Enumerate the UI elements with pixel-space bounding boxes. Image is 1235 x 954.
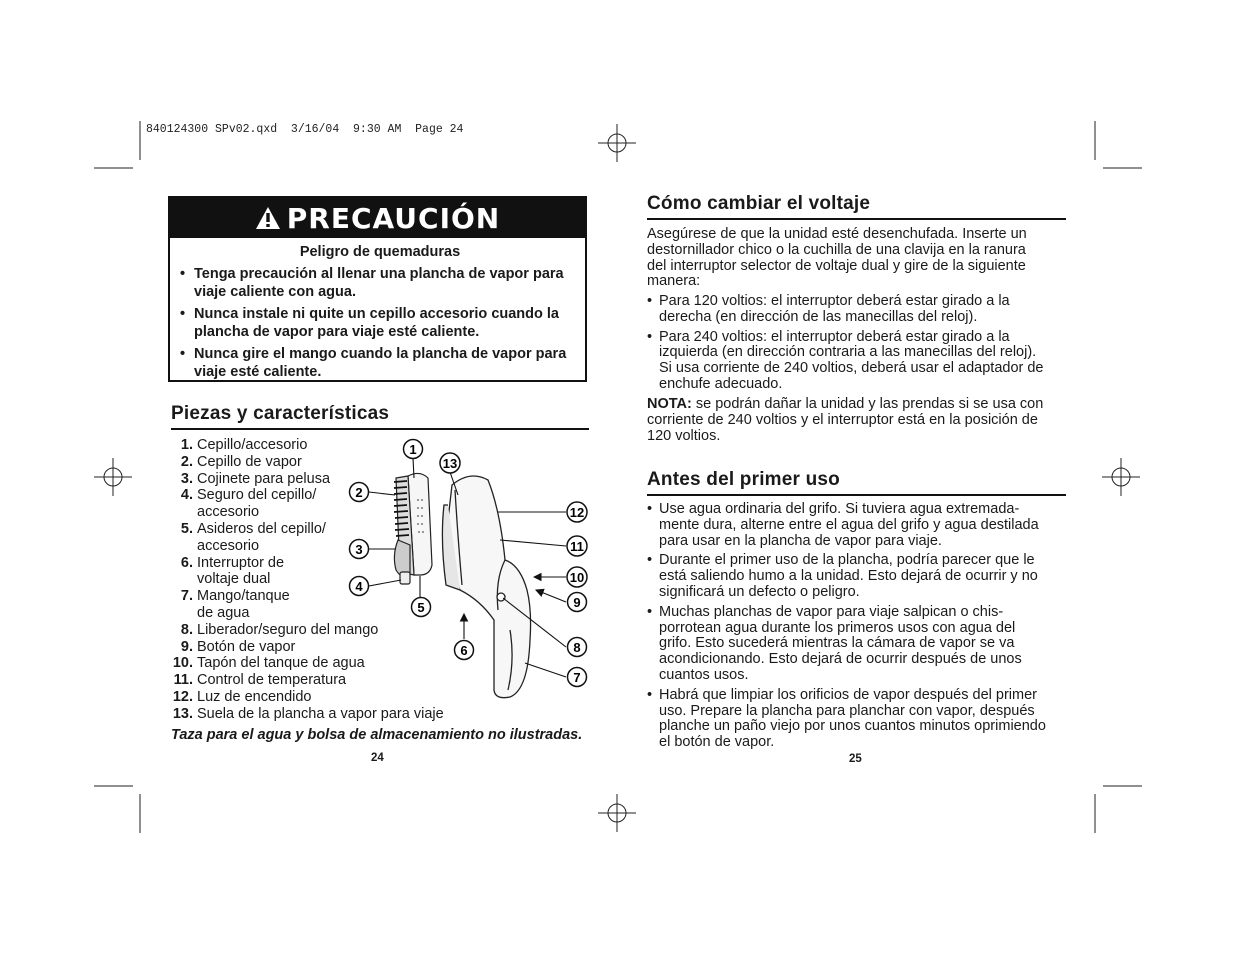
callout-5	[412, 598, 431, 617]
steamer-body-drawing	[442, 476, 530, 698]
steamer-diagram	[340, 436, 600, 706]
callout-10	[567, 567, 587, 587]
list-item: 12. Luz de encendido	[172, 688, 312, 705]
list-item: 3. Cojinete para pelusa	[180, 470, 331, 487]
list-item: 4. Seguro del cepillo/ accesorio	[180, 487, 317, 521]
list-item: • Muchas planchas de vapor para viaje salpican o chis- porrotean agua durante los primeros usos con agua del grifo. Esto sucederá mientras la cámara de vapor se va acondicionando. Esto dejará de ocurrir después de unos cuantos usos.	[647, 605, 1069, 684]
list-item: 7. Mango/tanque de agua	[180, 588, 290, 621]
callout-4	[350, 577, 369, 596]
callout-8	[568, 638, 587, 657]
caution-header	[170, 198, 585, 238]
parts-heading: Piezas y características	[171, 403, 589, 430]
file-slug: 840124300 SPv02.qxd 3/16/04 9:30 AM Page 24	[146, 123, 464, 136]
caution-box	[168, 196, 587, 382]
callout-12	[567, 502, 587, 522]
list-item: • Durante el primer uso de la plancha, podría parecer que le está saliendo humo a la unidad. Esto dejará de ocurrir y no significará un defecto o peligro.	[647, 553, 1069, 600]
voltage-note: NOTA: se podrán dañar la unidad y las prendas si se usa con corriente de 240 voltios y el interruptor está en la posición de 120 voltios.	[647, 396, 1044, 444]
caution-list	[180, 265, 580, 381]
list-item: • Habrá que limpiar los orificios de vapor después del primer uso. Prepare la plancha para planchar con vapor, después planche un paño viejo por unos cuantos minutos oprimiendo el botón de vapor.	[647, 688, 1069, 751]
voltage-heading: Cómo cambiar el voltaje	[647, 193, 1066, 220]
callout-3	[350, 540, 369, 559]
callout-11	[567, 536, 587, 556]
first-use-heading: Antes del primer uso	[647, 469, 1066, 496]
callout-13	[440, 453, 460, 473]
voltage-list	[647, 294, 1069, 397]
svg-text:4: 4	[355, 579, 363, 594]
callout-7	[568, 668, 587, 687]
registration-mark	[598, 794, 636, 832]
svg-text:6: 6	[460, 643, 468, 658]
caution-item: • Nunca instale ni quite un cepillo accesorio cuando la plancha de vapor para viaje esté caliente.	[180, 305, 580, 341]
voltage-intro: Asegúrese de que la unidad esté desenchufada. Inserte un destornillador chico o la cuchilla de una clavija en la ranura del interruptor selector de voltaje dual y gire de la siguiente manera:	[647, 226, 1027, 290]
brush-accessory-drawing	[394, 473, 432, 584]
list-item: 11. Control de temperatura	[173, 672, 347, 689]
svg-text:9: 9	[573, 595, 581, 610]
list-item: 5. Asideros del cepillo/ accesorio	[180, 520, 326, 554]
callout-1	[404, 440, 423, 459]
svg-text:8: 8	[573, 640, 581, 655]
svg-text:11: 11	[570, 539, 584, 554]
svg-text:5: 5	[417, 600, 425, 615]
list-item: 6. Interruptor de voltaje dual	[180, 554, 285, 588]
svg-text:3: 3	[355, 542, 363, 557]
list-item: • Para 120 voltios: el interruptor deberá estar girado a la derecha (en dirección de las manecillas del reloj).	[647, 294, 1069, 326]
svg-text:12: 12	[569, 505, 585, 520]
page-number-right: 25	[849, 753, 862, 765]
svg-text:10: 10	[569, 570, 585, 585]
svg-text:7: 7	[573, 670, 581, 685]
svg-text:2: 2	[355, 485, 363, 500]
svg-text:13: 13	[442, 456, 458, 471]
registration-mark	[1102, 458, 1140, 496]
registration-mark	[94, 458, 132, 496]
list-item: 1. Cepillo/accesorio	[180, 437, 308, 453]
svg-text:1: 1	[409, 442, 417, 457]
caution-subtitle: Peligro de quemaduras	[299, 244, 461, 260]
page-number-left: 24	[371, 752, 384, 764]
list-item: 2. Cepillo de vapor	[180, 453, 302, 470]
callout-9	[568, 593, 587, 612]
list-item: 9. Botón de vapor	[180, 638, 296, 655]
caution-item: • Nunca gire el mango cuando la plancha de vapor para viaje esté caliente.	[180, 345, 580, 381]
list-item: • Para 240 voltios: el interruptor deberá estar girado a la izquierda (en dirección contraria a las manecillas del reloj). Si usa corriente de 240 voltios, deberá usar el adaptador de enchufe adecuado.	[647, 330, 1069, 393]
first-use-list	[647, 502, 1069, 755]
warning-icon	[255, 206, 281, 230]
list-item: 8. Liberador/seguro del mango	[180, 621, 379, 638]
caution-item: • Tenga precaución al llenar una plancha de vapor para viaje caliente con agua.	[180, 265, 580, 301]
parts-note: Taza para el agua y bolsa de almacenamiento no ilustradas.	[171, 727, 583, 743]
list-item: 13. Suela de la plancha a vapor para viaje	[172, 705, 444, 722]
registration-mark	[598, 124, 636, 162]
list-item: 10. Tapón del tanque de agua	[172, 655, 365, 672]
callout-2	[350, 483, 369, 502]
note-label: NOTA:	[647, 396, 692, 412]
caution-title: PRECAUCIÓN	[286, 201, 501, 235]
list-item: • Use agua ordinaria del grifo. Si tuviera agua extremada- mente dura, alterne entre el agua del grifo y agua destilada para usar en la plancha de vapor para viaje.	[647, 502, 1069, 549]
callout-6	[455, 641, 474, 660]
